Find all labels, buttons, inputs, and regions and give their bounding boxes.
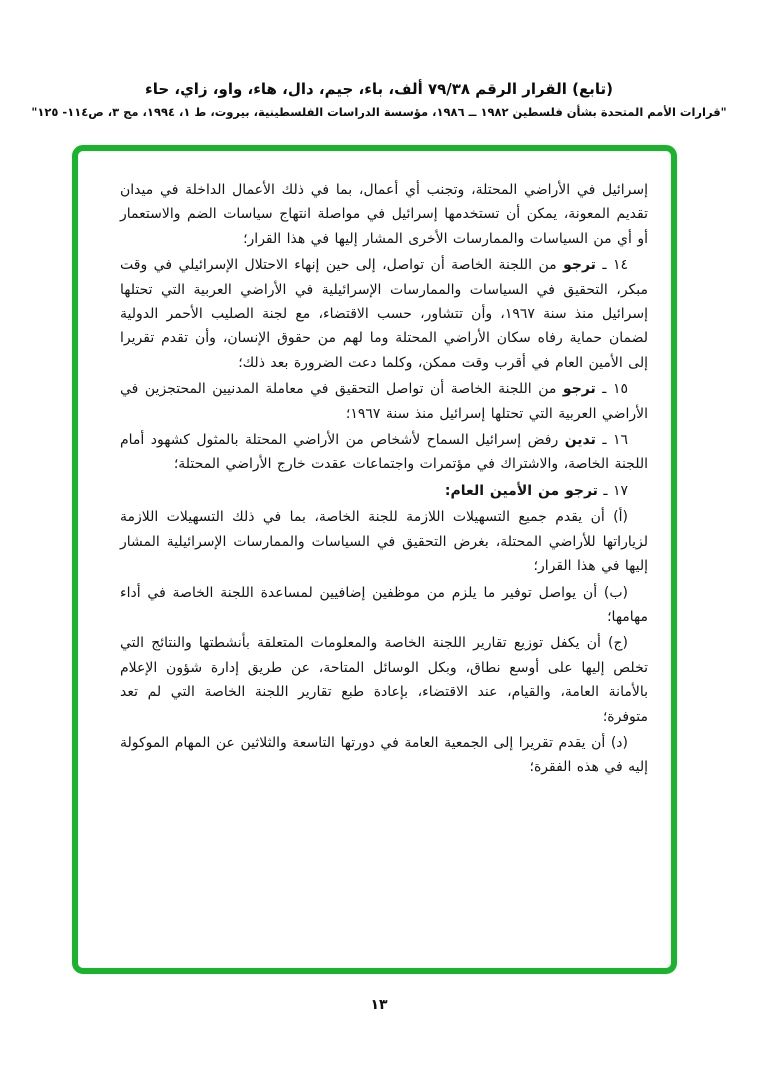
- text-segment: إسرائيل في الأراضي المحتلة، وتجنب أي أعمال، بما في ذلك الأعمال الداخلة في ميدان تقديم المعونة، يمكن أن تستخدمها إسرائيل في مواصلة انتهاج سياسات الضم والاستعمار أو أي من السياسات والممارسات الأخرى المشار إليها في هذا القرار؛: [120, 182, 648, 247]
- text-segment: ١٥ ـ: [595, 381, 628, 398]
- bold-text-segment: ترجو: [563, 257, 596, 274]
- paragraph: [120, 631, 648, 729]
- text-segment: ١٦ ـ: [595, 432, 628, 449]
- text-segment: من اللجنة الخاصة أن تواصل، إلى حين إنهاء الاحتلال الإسرائيلي في وقت مبكر، التحقيق في السياسات والممارسات الإسرائيلية في الأراضي العربية التي تحتلها إسرائيل منذ سنة ١٩٦٧، وأن تتشاور، حسب الاقتضاء، مع لجنة الصليب الأحمر الدولية لضمان حماية رفاه سكان الأراضي المحتلة وما لهم من حقوق الإنسان، وأن تقدم تقريرا إلى الأمين العام في أقرب وقت ممكن، وكلما دعت الضرورة بعد ذلك؛: [120, 257, 648, 371]
- text-segment: من اللجنة الخاصة أن تواصل التحقيق في معاملة المدنيين المحتجزين في الأراضي العربية التي تحتلها إسرائيل منذ سنة ١٩٦٧؛: [120, 381, 648, 422]
- text-segment: (ج) أن يكفل توزيع تقارير اللجنة الخاصة والمعلومات المتعلقة بأنشطتها والنتائج التي تخلص إليها على أوسع نطاق، وبكل الوسائل المتاحة، عن طريق إدارة شؤون الإعلام بالأمانة العامة، والقيام، عند الاقتضاء، بإعادة طبع تقارير اللجنة الخاصة التي لم تعد متوفرة؛: [120, 635, 648, 725]
- document-header: [0, 80, 758, 119]
- paragraph: [120, 731, 648, 780]
- paragraph: [120, 253, 648, 375]
- page-number: ١٣: [370, 997, 388, 1013]
- text-segment: (أ) أن يقدم جميع التسهيلات اللازمة للجنة الخاصة، بما في ذلك التسهيلات اللازمة لزياراتها للأراضي المحتلة، بغرض التحقيق في السياسات والممارسات الإسرائيلية المشار إليها في هذا القرار؛: [120, 509, 648, 575]
- paragraph: [120, 505, 648, 578]
- bold-text-segment: ترجو: [562, 381, 596, 398]
- paragraph: [120, 178, 648, 251]
- text-segment: رفض إسرائيل السماح لأشخاص من الأراضي المحتلة بالمثول كشهود أمام اللجنة الخاصة، والاشتراك في مؤتمرات واجتماعات عقدت خارج الأراضي المحتلة؛: [120, 432, 648, 473]
- paragraph: [120, 581, 648, 630]
- paragraph: [120, 377, 648, 426]
- text-segment: ١٤ ـ: [595, 257, 628, 274]
- text-segment: ١٧ ـ: [597, 482, 628, 499]
- paragraphs-container: [78, 151, 671, 968]
- source-citation: "قرارات الأمم المتحدة بشأن فلسطين ١٩٨٢ ــ ١٩٨٦، مؤسسة الدراسات الفلسطينية، بيروت، ط ١، ١٩٩٤، مج ٣، ص١١٤- ١٢٥": [31, 105, 727, 119]
- paragraph: [120, 428, 648, 477]
- paragraph: [120, 479, 648, 503]
- green-border-box: [72, 145, 677, 974]
- text-segment: (ب) أن يواصل توفير ما يلزم من موظفين إضافيين لمساعدة اللجنة الخاصة في أداء مهامها؛: [120, 584, 648, 625]
- resolution-title: (تابع) القرار الرقم ٧٩/٣٨ ألف، باء، جيم، دال، هاء، واو، زاي، حاء: [145, 80, 613, 98]
- bold-text-segment: ترجو من الأمين العام:: [444, 482, 598, 499]
- bold-text-segment: تدين: [564, 432, 596, 449]
- text-segment: (د) أن يقدم تقريرا إلى الجمعية العامة في دورتها التاسعة والثلاثين عن المهام الموكولة إليه في هذه الفقرة؛: [120, 734, 648, 776]
